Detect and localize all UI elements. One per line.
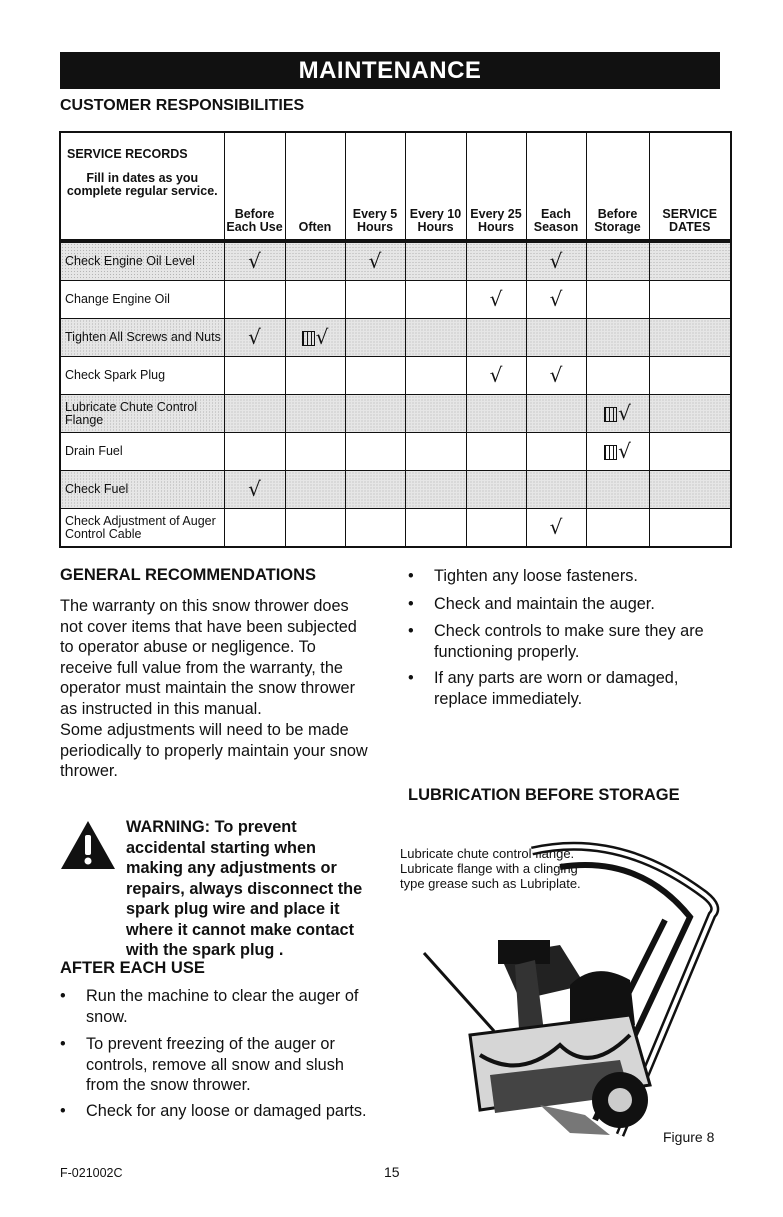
check-mark-icon: √ [549,515,563,539]
schedule-cell [586,319,649,357]
check-mark-icon: √ [368,249,382,273]
schedule-cell [345,241,405,281]
schedule-cell [649,395,731,433]
page-number: 15 [384,1164,400,1180]
schedule-cell [586,509,649,548]
service-schedule-table [59,131,732,548]
check-mark-icon: √ [489,363,503,387]
schedule-cell [649,319,731,357]
snow-thrower-illustration [420,835,730,1155]
check-mark-icon: √ [248,325,261,349]
schedule-cell [526,319,586,357]
schedule-cell [285,319,345,357]
schedule-cell [285,281,345,319]
schedule-cell [345,471,405,509]
check-mark-icon: √ [248,249,261,273]
task-cell: Lubricate Chute Control Flange [60,395,224,433]
schedule-cell [405,241,466,281]
schedule-cell [285,471,345,509]
column-header: Each Season [526,132,586,241]
schedule-cell [466,509,526,548]
table-row [60,471,731,509]
table-row [60,241,731,281]
schedule-cell [345,395,405,433]
column-header: Every 5 Hours [345,132,405,241]
check-mark-icon: √ [248,477,261,501]
check-mark-icon: √ [549,363,563,387]
schedule-cell [285,241,345,281]
schedule-cell [586,357,649,395]
figure-label: Figure 8 [663,1129,715,1145]
check-mark-icon: √ [618,439,631,463]
table-row [60,319,731,357]
schedule-cell [586,241,649,281]
adjustments-paragraph: Some adjustments will need to be made periodically to properly maintain your snow thrower. [60,721,368,780]
schedule-cell [224,281,285,319]
schedule-cell [466,319,526,357]
schedule-cell [405,509,466,548]
schedule-cell [345,281,405,319]
after-each-use-heading: AFTER EACH USE [60,959,205,977]
task-cell: Change Engine Oil [60,281,224,319]
table-row [60,281,731,319]
schedule-cell [285,395,345,433]
column-header: Every 25 Hours [466,132,526,241]
list-item: • Check and maintain the auger. [408,595,655,613]
list-item: • Tighten any loose fasteners. [408,567,638,585]
schedule-cell [285,357,345,395]
list-item: • If any parts are worn or damaged, replace immediately. [408,669,679,708]
schedule-cell [649,357,731,395]
schedule-cell [526,395,586,433]
table-row [60,433,731,471]
schedule-cell [466,241,526,281]
task-cell: Check Engine Oil Level [60,241,224,281]
schedule-cell [285,433,345,471]
check-mark-icon: √ [549,249,563,273]
schedule-cell [649,433,731,471]
service-records-header [60,132,224,241]
schedule-cell [224,395,285,433]
schedule-cell [345,433,405,471]
check-mark-icon: √ [618,401,631,425]
task-cell: Drain Fuel [60,433,224,471]
table-row [60,509,731,548]
calendar-icon [604,407,617,422]
schedule-cell [526,509,586,548]
column-header: Before Storage [586,132,649,241]
task-cell: Check Adjustment of Auger Control Cable [60,509,224,548]
schedule-cell [405,395,466,433]
column-header: Often [285,132,345,241]
customer-responsibilities-heading: CUSTOMER RESPONSIBILITIES [60,97,305,114]
fill-instructions: Fill in dates as you complete regular service. [66,171,218,198]
schedule-cell [405,471,466,509]
warranty-paragraph: The warranty on this snow thrower does not cover items that have been subjected to operator abuse or negligence. To receive full value from the warranty, the operator must maintain the snow thrower as instructed in this manual. [60,597,357,718]
schedule-cell [224,241,285,281]
section-banner: MAINTENANCE [60,52,720,89]
list-item: • Check controls to make sure they are functioning properly. [408,622,704,661]
schedule-cell [526,281,586,319]
calendar-icon [302,331,315,346]
table-row [60,395,731,433]
schedule-cell [224,433,285,471]
schedule-cell [345,319,405,357]
column-header: Every 10 Hours [405,132,466,241]
figure-caption: Lubricate chute control flange. Lubricate flange with a clinging type grease such as Lubriplate. [400,846,581,891]
schedule-cell [466,471,526,509]
schedule-cell [649,471,731,509]
table-header-row [60,132,731,241]
schedule-cell [526,471,586,509]
schedule-cell [586,281,649,319]
table-row [60,357,731,395]
column-header: SERVICE DATES [649,132,731,241]
service-records-title: SERVICE RECORDS [67,147,188,161]
schedule-cell [586,395,649,433]
column-header: Before Each Use [224,132,285,241]
schedule-cell [649,509,731,548]
footer-code: F-021002C [60,1166,123,1180]
calendar-icon [604,445,617,460]
check-mark-icon: √ [315,325,329,349]
schedule-cell [466,433,526,471]
warning-block [60,817,370,961]
task-cell: Tighten All Screws and Nuts [60,319,224,357]
schedule-cell [345,357,405,395]
warning-text: WARNING: To prevent accidental starting when making any adjustments or repairs, always disconnect the spark plug wire and place it where it cannot make contact with the spark plug . [126,818,363,959]
schedule-cell [586,471,649,509]
schedule-cell [466,281,526,319]
schedule-cell [405,433,466,471]
schedule-cell [526,357,586,395]
list-item: • Check for any loose or damaged parts. [60,1102,367,1120]
task-cell: Check Fuel [60,471,224,509]
schedule-cell [586,433,649,471]
schedule-cell [224,357,285,395]
check-mark-icon: √ [549,287,563,311]
schedule-cell [649,241,731,281]
schedule-cell [405,319,466,357]
task-cell: Check Spark Plug [60,357,224,395]
general-recommendations-heading: GENERAL RECOMMENDATIONS [60,566,317,584]
schedule-cell [224,319,285,357]
schedule-cell [345,509,405,548]
schedule-cell [466,357,526,395]
schedule-cell [224,471,285,509]
schedule-cell [405,357,466,395]
list-item: • To prevent freezing of the auger or controls, remove all snow and slush from the snow thrower. [60,1035,344,1094]
lubrication-heading: LUBRICATION BEFORE STORAGE [408,786,680,804]
schedule-cell [526,241,586,281]
schedule-cell [405,281,466,319]
warning-icon [60,820,116,870]
schedule-cell [526,433,586,471]
schedule-cell [224,509,285,548]
schedule-cell [649,281,731,319]
schedule-cell [285,509,345,548]
list-item: • Run the machine to clear the auger of snow. [60,987,359,1026]
check-mark-icon: √ [489,287,503,311]
schedule-cell [466,395,526,433]
